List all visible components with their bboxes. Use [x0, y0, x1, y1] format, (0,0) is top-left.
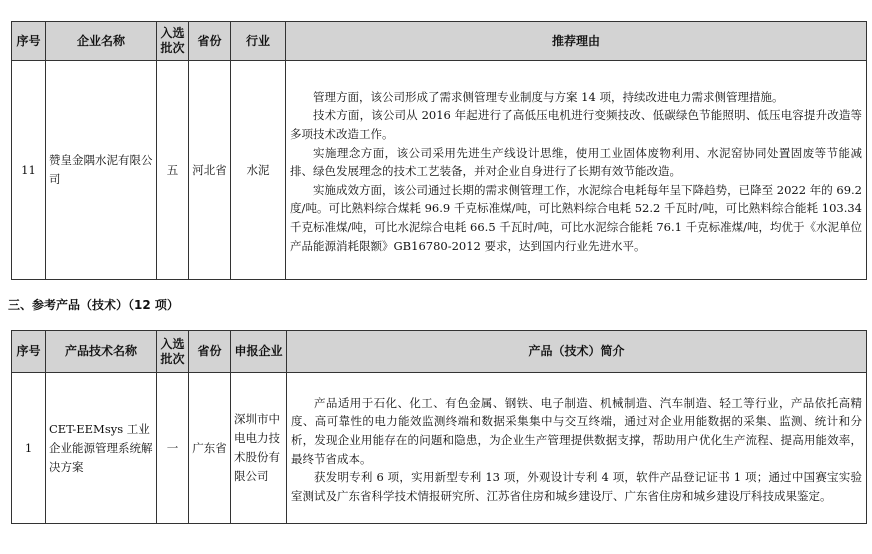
product-table-header: [12, 331, 867, 373]
header-applicant: 申报企业: [231, 331, 287, 373]
header-batch-line1: 入选: [160, 336, 185, 351]
header-province: 省份: [189, 22, 231, 61]
header-product: 产品技术名称: [46, 331, 157, 373]
header-seq: 序号: [12, 22, 46, 61]
reason-paragraph-management: 管理方面，该公司形成了需求侧管理专业制度与方案 14 项，持续改进电力需求侧管理措施。: [313, 89, 784, 104]
row-batch: 一: [157, 373, 189, 524]
header-batch: [157, 22, 189, 61]
header-intro: 产品（技术）简介: [287, 331, 867, 373]
header-batch-line2: 批次: [160, 41, 185, 55]
header-reason: 推荐理由: [286, 22, 867, 61]
row-seq: 1: [12, 373, 46, 524]
header-seq: 序号: [12, 331, 46, 373]
table-row: [12, 373, 867, 524]
row-product: CET-EEMsys 工业企业能源管理系统解决方案: [46, 373, 157, 524]
header-batch-line1: 入选: [160, 26, 185, 40]
header-company: 企业名称: [46, 22, 157, 61]
header-industry: 行业: [231, 22, 286, 61]
reason-paragraph-technology: 技术方面，该公司从 2016 年起进行了高低压电机进行变频技改、低碳绿色节能照明、低压电容提升改造等多项技术改造工作。: [290, 108, 862, 142]
section-heading: 三、参考产品（技术）（12 项）: [8, 298, 179, 312]
enterprise-table-header: [12, 22, 867, 61]
reason-paragraph-concept: 实施理念方面，该公司采用先进生产线设计思维，使用工业固体废物利用、水泥窑协同处置固废等节能减排、绿色发展理念的技术工艺装备，并对企业自身进行了长期有效节能改造。: [290, 145, 862, 179]
reason-paragraph-results: 实施成效方面，该公司通过长期的需求侧管理工作，水泥综合电耗每年呈下降趋势，已降至 2022 年的 69.2 度/吨。可比熟料综合煤耗 96.9 千克标准煤/吨，可比熟料综合电耗 52.2 千瓦时/吨，可比熟料综合能耗 103.34 千克标准煤/吨，可比水泥综合电耗 66.5 千瓦时/吨，可比水泥综合能耗 76.1 千克标准煤/吨，均优于《水泥单位产品能源消耗限额》GB16780-2012 要求，达到国内行业先进水平。: [290, 182, 862, 253]
intro-paragraph-application: 产品适用于石化、化工、有色金属、钢铁、电子制造、机械制造、汽车制造、轻工等行业，产品依托高精度、高可靠性的电力能效监测终端和数据采集集中与交互终端，通过对企业用能数据的采集、监测、统计和分析，发现企业用能存在的问题和隐患，为企业生产管理提供数据支撑，帮助用户优化生产流程、提高用能效率，最终节省成本。: [291, 395, 862, 466]
row-seq: 11: [12, 61, 46, 280]
table-row: [12, 61, 867, 280]
intro-paragraph-patents: 获发明专利 6 项，实用新型专利 13 项，外观设计专利 4 项，软件产品登记证书 1 项；通过中国赛宝实验室测试及广东省科学技术情报研究所、江苏省住房和城乡建设厅、广东省住房和城乡建设厅科技成果鉴定。: [291, 470, 862, 503]
row-reason: [286, 61, 867, 280]
row-province: 广东省: [189, 373, 231, 524]
row-batch: 五: [157, 61, 189, 280]
header-batch: [157, 331, 189, 373]
header-province: 省份: [189, 331, 231, 373]
row-applicant: 深圳市中电电力技术股份有限公司: [231, 373, 287, 524]
header-batch-line2: 批次: [160, 351, 185, 366]
row-province: 河北省: [189, 61, 231, 280]
row-industry: 水泥: [231, 61, 286, 280]
row-intro: [287, 373, 867, 524]
product-table: [11, 330, 867, 524]
enterprise-table: [11, 21, 867, 280]
row-company: 赞皇金隅水泥有限公司: [46, 61, 157, 280]
